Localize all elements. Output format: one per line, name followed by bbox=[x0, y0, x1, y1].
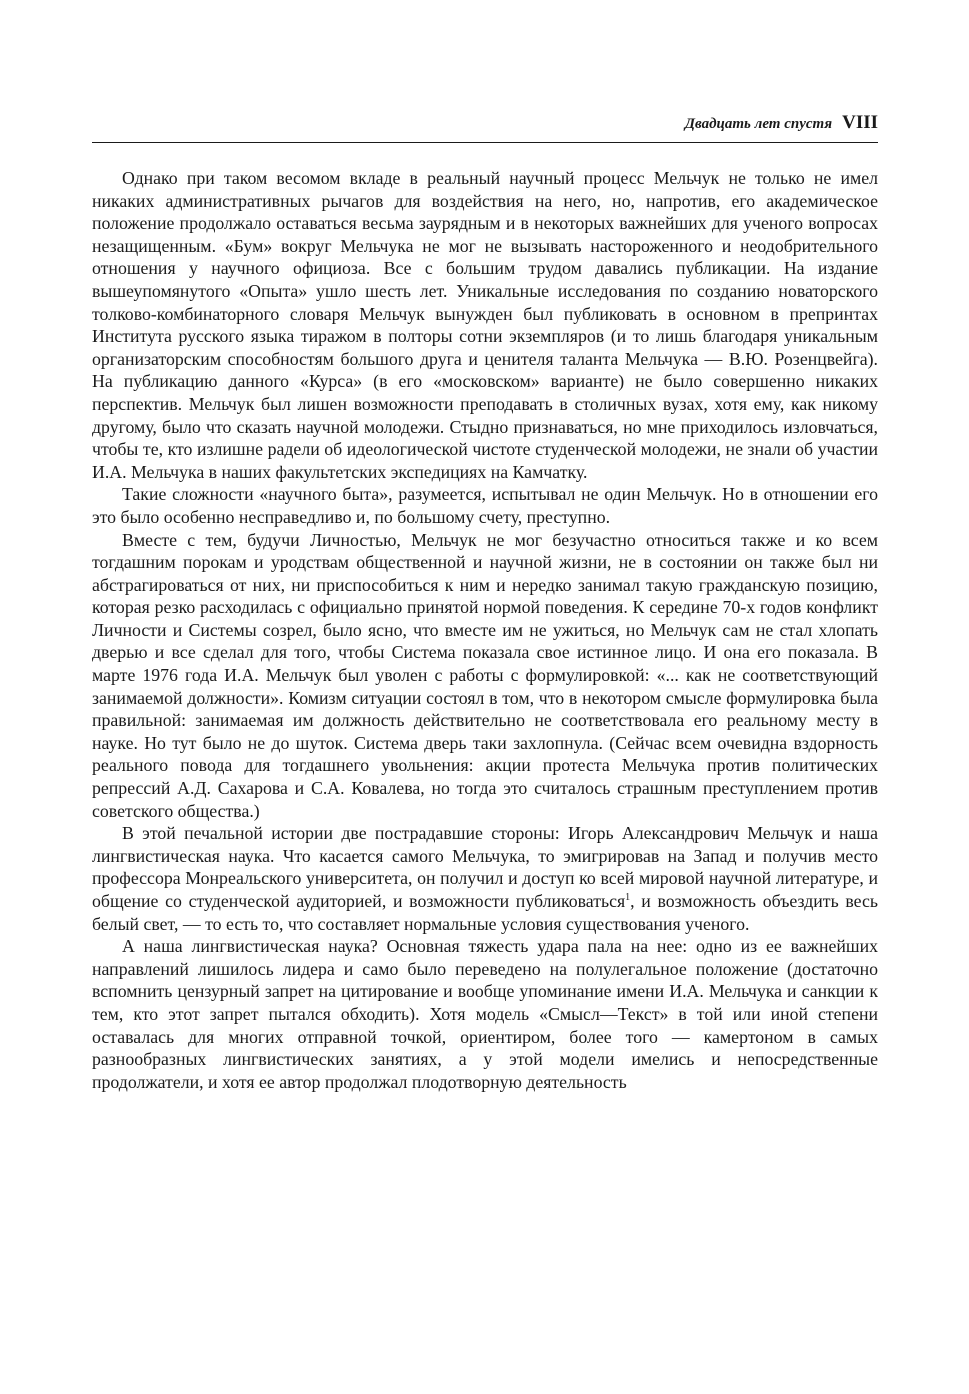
paragraph: Однако при таком весомом вкладе в реальный научный процесс Мельчук не только не имел никаких административных рычагов для воздействия на него, но, напротив, его академическое положение продолжало оставаться весьма заурядным и в некоторых важнейших для ученого вопросах незащищенным. «Бум» вокруг Мельчука не мог не вызывать настороженного и неодобрительного отношения у научного официоза. Все с большим трудом давались публикации. На издание вышеупомянутого «Опыта» ушло шесть лет. Уникальные исследования по созданию новаторского толково-комбинаторного словаря Мельчук вынужден был публиковать в основном в препринтах Института русского языка тиражом в полторы сотни экземпляров (и то лишь благодаря уникальным организаторским способностям большого друга и ценителя таланта Мельчука — В.Ю. Розенцвейга). На публикацию данного «Курса» (в его «московском» варианте) не было совершенно никаких перспектив. Мельчук был лишен возможности преподавать в столичных вузах, хотя ему, как никому другому, было что сказать научной молодежи. Стыдно признаваться, но мне приходилось изловчаться, чтобы те, кто излишне радели об идеологической чистоте студенческой молодежи, не знали об участии И.А. Мельчука в наших факультетских экспедициях на Камчатку. bbox=[92, 168, 878, 482]
paragraph-text-continued: , и возможность объездить весь белый свет, — то есть то, что составляет нормальные условия существования ученого. bbox=[92, 891, 878, 934]
paragraph bbox=[92, 822, 878, 935]
paragraph: Вместе с тем, будучи Личностью, Мельчук не мог безучастно относиться также и ко всем тогдашним порокам и уродствам общественной и научной жизни, не в состоянии он также был ни абстрагироваться от них, ни приспособиться к ним и нередко занимал такую гражданскую позицию, которая резко расходилась с официально принятой нормой поведения. К середине 70-х годов конфликт Личности и Системы созрел, было ясно, что вместе им не ужиться, но Мельчук сам не стал хлопать дверью и все сделал для того, чтобы Система показала свое истинное лицо. И она его показала. В марте 1976 года И.А. Мельчук был уволен с работы с формулировкой: «... как не соответствующий занимаемой должности». Комизм ситуации состоял в том, что в некотором смысле формулировка была правильной: занимаемая им должность действительно не соответствовала его реальному месту в науке. Но тут было не до шуток. Система дверь таки захлопнула. (Сейчас всем очевидна вздорность реального повода для тогдашнего увольнения: акции протеста Мельчука против политических репрессий А.Д. Сахарова и С.А. Ковалева, но тогда это считалось страшным преступлением против советского общества.) bbox=[92, 529, 878, 821]
paragraph: А наша лингвистическая наука? Основная тяжесть удара пала на нее: одно из ее важнейших направлений лишилось лидера и само было переведено на полулегальное положение (достаточно вспомнить цензурный запрет на цитирование и вообще упоминание имени И.А. Мельчука и санкции к тем, кто этот запрет пытался обходить). Хотя модель «Смысл—Текст» в той или иной степени оставалась для многих отправной точкой, ориентиром, более того — камертоном в самых разнообразных лингвистических занятиях, а у этой модели имелись и непосредственные продолжатели, и хотя ее автор продолжал плодотворную деятельность bbox=[92, 936, 878, 1092]
footnote-mark: 1 bbox=[625, 892, 631, 904]
book-page bbox=[92, 112, 878, 1093]
page-number: VIII bbox=[842, 112, 878, 133]
paragraph: Такие сложности «научного быта», разумеется, испытывал не один Мельчук. Но в отношении его это было особенно несправедливо и, по большому счету, преступно. bbox=[92, 484, 878, 527]
running-title: Двадцать лет спустя bbox=[684, 116, 833, 132]
header-rule bbox=[92, 142, 878, 143]
running-header bbox=[92, 112, 878, 136]
paragraph-text: В этой печальной истории две пострадавшие стороны: Игорь Александрович Мельчук и наша лингвистическая наука. Что касается самого Мельчука, то эмигрировав на Запад и получив место профессора Монреальского университета, он получил и доступ ко всей мировой научной литературе, и общение со студенческой аудиторией, и возможности публиковаться bbox=[92, 823, 878, 911]
body-text bbox=[92, 167, 878, 1093]
